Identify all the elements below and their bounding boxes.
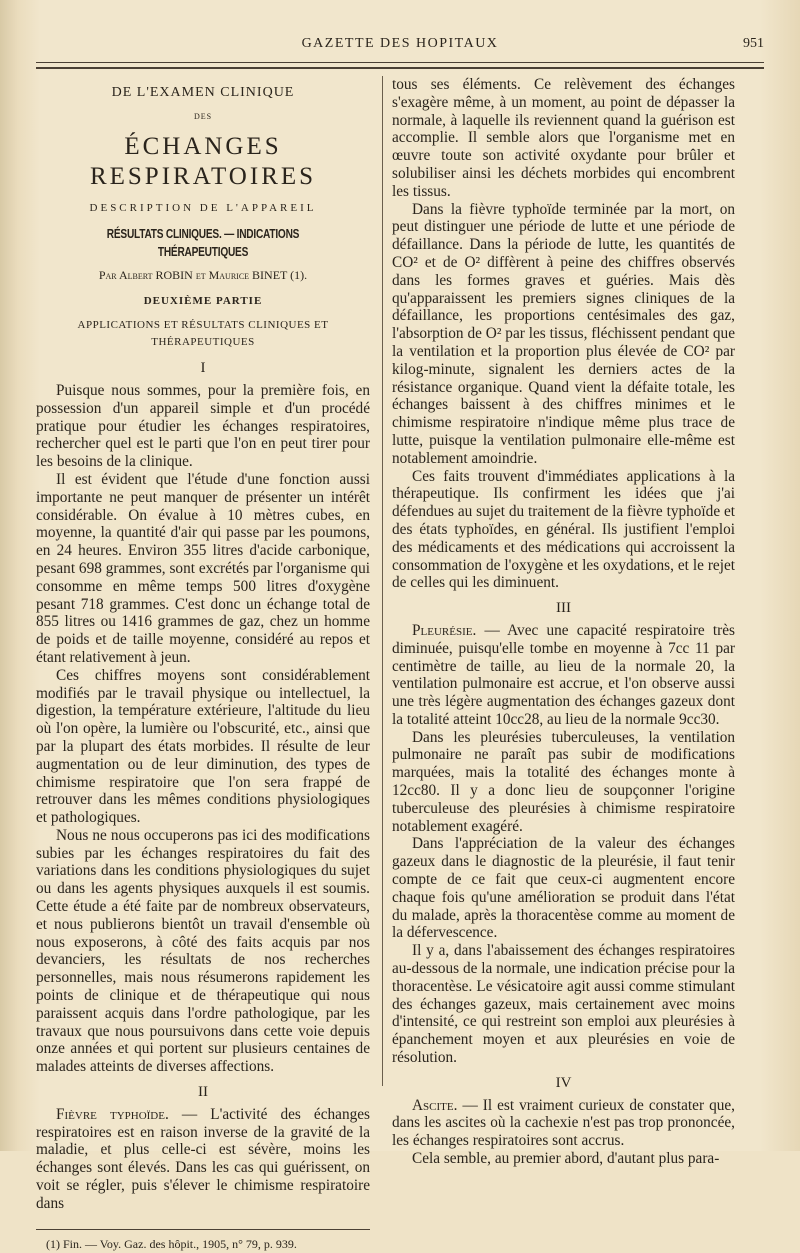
paragraph-lead: Pleurésie. [412,621,477,639]
header-rule-thin [36,62,764,63]
paragraph-lead: Fièvre typhoïde. [56,1105,169,1123]
paragraph: Il est évident que l'étude d'une fonction aussi importante ne peut manquer de présenter un intérêt considérable. On évalue à 10 mètres cubes, en moyenne, la quantité d'air qui passe par les poumons, en 24 heures. Environ 355 litres d'acide carbonique, pesant 698 grammes, sont excrétés par l'organisme qui consomme en même temps 500 litres d'oxygène pesant 718 grammes. C'est donc un échange total de 855 litres ou 1416 grammes de gaz, chez un homme de poids et de taille moyenne, considéré au repos et étant relativement à jeun. [36,470,370,666]
column-divider [382,76,383,1086]
part-subheading: APPLICATIONS ET RÉSULTATS CLINIQUES ET THÉRAPEUTIQUES [77,318,329,349]
article-main-title: ÉCHANGES RESPIRATOIRES [89,132,317,190]
footnote-rule [36,1229,370,1230]
paragraph-fievre-typhoide [36,1106,370,1213]
header-rule-thick [36,67,764,69]
footnote: (1) Fin. — Voy. Gaz. des hôpit., 1905, n° 79, p. 939. [46,1236,297,1251]
article-title-line1: DE L'EXAMEN CLINIQUE [111,85,295,100]
part-heading: DEUXIÈME PARTIE [143,294,263,307]
paragraph: Il y a, dans l'abaissement des échanges respiratoires au-dessous de la normale, une indication précise pour la thoracentèse. Le vésicatoire agit aussi comme stimulant des échanges gazeux, mais certainement avec moins d'intensité, ce qui restreint son emploi aux pleurésies à épanchement moyen et aux pleurésies en voie de résolution. [392,942,735,1067]
paragraph-text: — Il est vraiment curieux de constater que, dans les ascites où la cachexie n'est pas trop prononcée, les échanges respiratoires sont accrus. [392,1096,735,1150]
running-head [36,36,764,56]
paragraph-text: — L'activité des échanges respiratoires est en raison inverse de la gravité de la maladie, et plus celle-ci est sévère, moins les échanges sont élevés. Dans les cas qui guérissent, on voit se régler, puis s'élever le chimisme respiratoire dans [36,1105,370,1212]
paragraph: Dans la fièvre typhoïde terminée par la mort, on peut distinguer une période de lutte et une période de défaillance. Dans la période de lutte, les quantités de CO² et de O² diffèrent à peine des chiffres observés dans les formes graves et guéries. Mais dès qu'apparaissent les premiers signes cliniques de la défaillance, les proportions centésimales des gaz, l'absorption de O² par les tissus, fléchissent pendant que la ventilation et la proportion plus élevée de CO² par kilog-minute, signalent les derniers actes de la résistance organique. Quand vient la défaite totale, les échanges baissent à des chiffres minimes et le chimisme respiratoire n'indique même plus trace de lutte, puisque la ventilation pulmonaire elle-même est notablement amoindrie. [392,200,735,467]
article-subtitle-2: RÉSULTATS CLINIQUES. — INDICATIONS THÉRAPEUTIQUES [106,226,300,260]
right-column [392,76,735,1168]
section-heading-i: I [200,360,206,377]
section-heading-iv: IV [555,1074,572,1091]
journal-title: GAZETTE DES HOPITAUX [301,36,499,51]
section-heading-ii: II [198,1084,208,1101]
paragraph: Dans l'appréciation de la valeur des échanges gazeux dans le diagnostic de la pleurésie, il faut tenir compte de ce fait que ceux-ci augmentent encore chaque fois qu'une amélioration se produit dans l'état du malade, après la thoracentèse comme au moment de la défervescence. [392,835,735,942]
paragraph-pleuresie [392,622,735,729]
article-byline: Par Albert ROBIN et Maurice BINET (1). [98,267,308,282]
paragraph: Nous ne nous occuperons pas ici des modifications subies par les échanges respiratoires du fait des variations dans les conditions physiologiques du sujet ou dans les agents physiques auxquels il est soumis. Cette étude a été faite par de nombreux observateurs, et nous publierons bientôt un travail d'ensemble où nous exposerons, à côté des faits acquis par nos devanciers, les résultats de nos recherches personnelles, mais nous résumerons rapidement les points de clinique et de thérapeutique qui nous paraissent acquis dans l'ordre pathologique, par les travaux que nous poursuivons dans cette voie depuis onze années et qui portent sur plusieurs centaines de malades atteints de diverses affections. [36,826,370,1076]
paragraph-text: — Avec une capacité respiratoire très diminuée, puisqu'elle tombe en moyenne à 7cc 11 par centimètre de taille, au lieu de la normale 20, la ventilation pulmonaire est accrue, et l'on observe aussi une très légère augmentation des échanges gazeux dont la totalité atteint 10cc28, au lieu de la normale 9cc30. [392,621,735,728]
paragraph: Puisque nous sommes, pour la première fois, en possession d'un appareil simple et d'un procédé pratique pour étudier les échanges respiratoires, rechercher quel est le parti que l'on en peut tirer pour les besoins de la clinique. [36,381,370,471]
paragraph: Ces chiffres moyens sont considérablement modifiés par le travail physique ou intellectuel, la digestion, la température extérieure, l'altitude du lieu où l'on opère, la lumière ou l'obscurité, etc., ainsi que par la plupart des états morbides. Il résulte de leur augmentation ou de leur diminution, des types de chimisme respiratoire que l'on sera frappé de retrouver dans les mêmes conditions physiologiques et pathologiques. [36,666,370,827]
paragraph: Dans les pleurésies tuberculeuses, la ventilation pulmonaire ne paraît pas subir de modifications marquées, mais la totalité des échanges monte à 12cc80. Il y a donc lieu de soupçonner l'origine tuberculeuse des pleurésies à chimisme respiratoire notablement exagéré. [392,728,735,835]
paragraph: tous ses éléments. Ce relèvement des échanges s'exagère même, à un moment, au point de dépasser la normale, à laquelle ils reviennent quand la guérison est accomplie. Il semble alors que l'organisme met en œuvre toute son activité oxydante pour brûler et solubiliser ainsi les déchets morbides qui encombrent les tissus. [392,76,735,200]
article-title-line2: DES [193,111,213,121]
section-heading-iii: III [556,600,571,617]
left-column [36,76,370,1253]
paragraph: Ces faits trouvent d'immédiates applications à la thérapeutique. Ils confirment les idées que j'ai défendues au sujet du traitement de la fièvre typhoïde et des états typhoïdes, en général. Ils justifient l'emploi des médicaments et des médications qui accroissent la consommation de l'oxygène et les oxydations, et le rejet de celles qui les diminuent. [392,467,735,592]
paragraph-lead: Ascite. [412,1096,458,1114]
page-number: 951 [743,36,764,51]
paragraph: Cela semble, au premier abord, d'autant plus para- [412,1150,720,1168]
article-subtitle: DESCRIPTION DE L'APPAREIL [89,201,317,214]
paragraph-ascite [392,1097,735,1150]
